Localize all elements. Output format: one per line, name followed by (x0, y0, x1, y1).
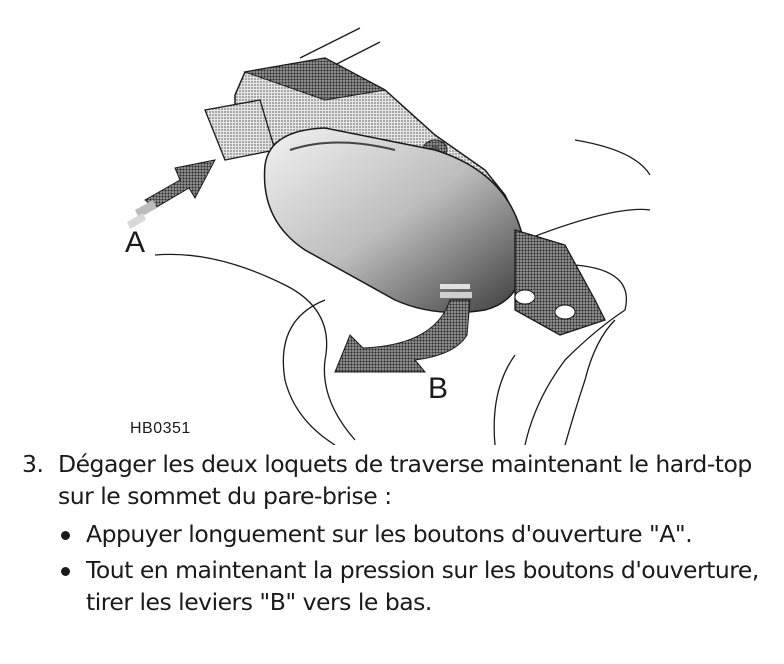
latch-illustration (95, 0, 655, 445)
label-a: A (125, 226, 146, 259)
bullet-text: Tout en maintenant la pression sur les boutons d'ouverture, tirer les leviers "B" vers le bas. (86, 556, 759, 616)
arrow-a-icon (127, 160, 215, 229)
step-number: 3. (22, 450, 44, 478)
list-item (22, 518, 777, 550)
bullet-text: Appuyer longuement sur les boutons d'ouverture "A". (86, 520, 693, 548)
instructions (22, 448, 777, 622)
step-text: Dégager les deux loquets de traverse maintenant le hard-top sur le sommet du pare-brise : (58, 450, 752, 510)
bullet-icon (58, 518, 86, 550)
bullet-list (22, 518, 777, 618)
list-item (22, 554, 777, 618)
step-row (22, 448, 777, 512)
bullet-icon (58, 554, 86, 618)
label-b: B (428, 372, 449, 405)
figure-code: HB0351 (130, 420, 191, 437)
